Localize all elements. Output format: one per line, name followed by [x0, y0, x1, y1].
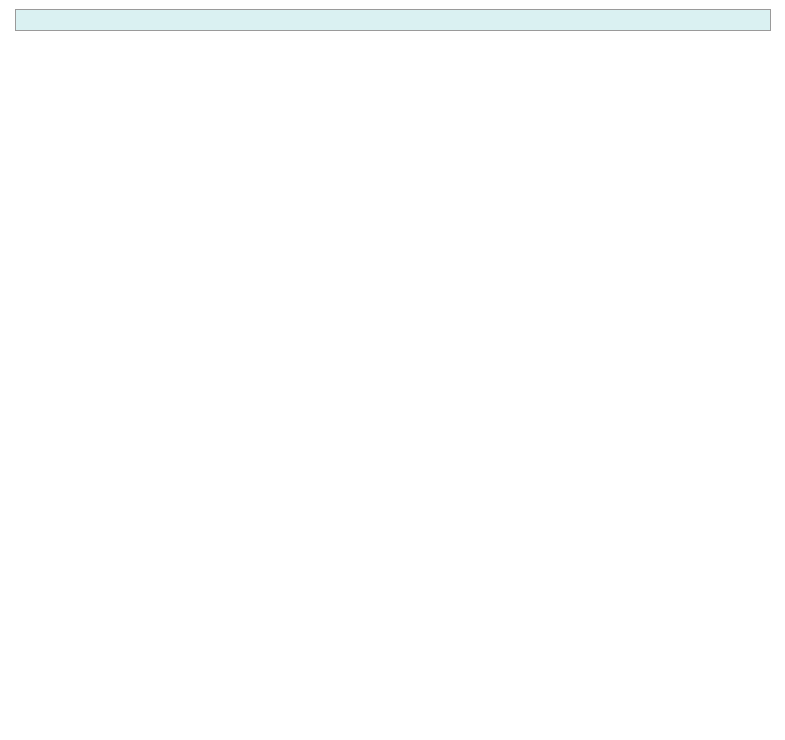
sheet-title — [15, 9, 771, 31]
